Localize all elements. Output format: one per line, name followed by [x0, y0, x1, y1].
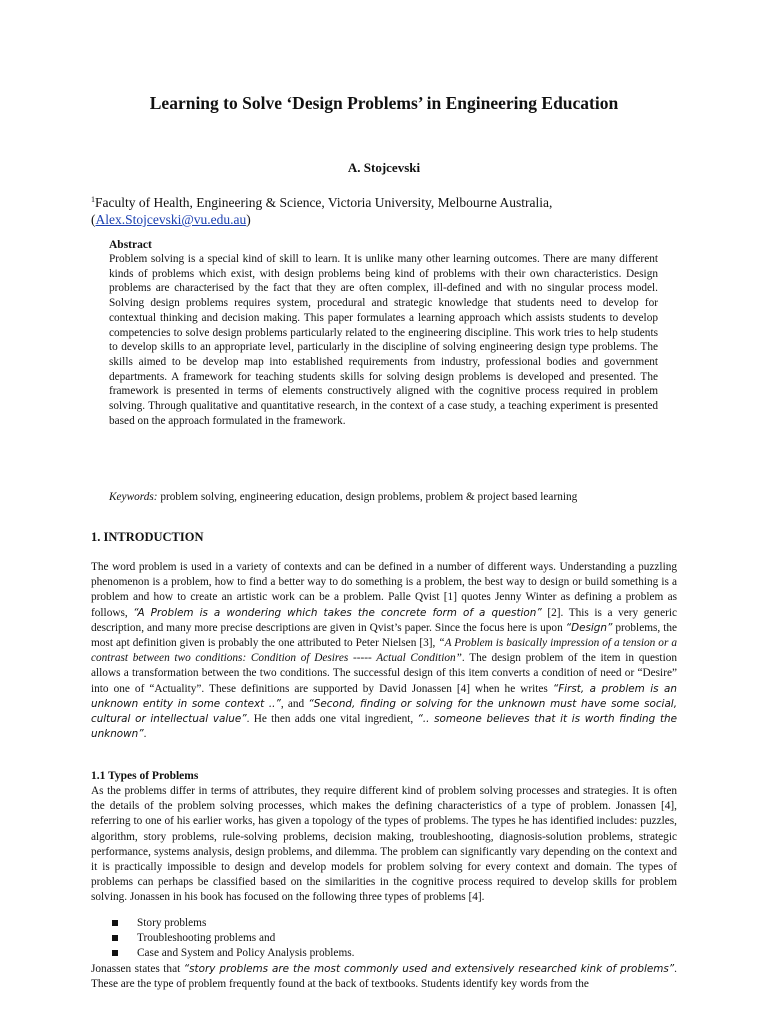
author-name: A. Stojcevski	[347, 160, 421, 175]
affiliation-superscript: 1	[91, 195, 95, 204]
affiliation-text: Faculty of Health, Engineering & Science, Victoria University, Melbourne Australia,	[95, 195, 553, 210]
abstract-body: Problem solving is a special kind of skill to learn. It is unlike many other learning outcomes. There are many different kinds of problems which exist, with design problems being kind of problems with their own characteristics. Design problems are characterised by the fact that they are often complex, ill-defined and with no singular process model. Solving design problems requires system, procedural and strategic knowledge that students need to develop for contextual thinking and decision making. This paper formulates a learning approach which assists students to develop competencies to solve design problems particularly related to the engineering discipline. This work tries to help students to develop skills to an appropriate level, particularly in the discipline of solving engineering design type problems. The skills aimed to be develop map into established requirements from industry, professional bodies and government departments. A framework for teaching students skills for solving design problems is developed and presented. The framework is presented in terms of elements constructively aligned with the cognitive process required in problem solving. Through qualitative and quantitative research, in the context of a case study, a teaching experiment is presented based on the approach formulated in the framework.	[109, 253, 658, 427]
story-problems-paragraph: Jonassen states that “story problems are the most commonly used and extensively researched kink of problems”. These are the type of problem frequently found at the back of textbooks. Students identify key words from the	[91, 963, 677, 991]
quote-design: “Design”	[565, 621, 613, 634]
section-heading-introduction: 1. INTRODUCTION	[91, 530, 204, 544]
quote-jonassen-first: “First, a problem is an unknown entity in some context ..”	[91, 682, 677, 710]
square-bullet-icon	[112, 935, 118, 941]
section-heading-types-of-problems: 1.1 Types of Problems	[91, 770, 199, 782]
author-affiliation: $^1$Faculty of Health, Engineering & Science, Victoria University, Melbourne Australia, (Alex.Stojcevski@vu.edu.au)	[91, 195, 553, 227]
introduction-paragraph: The word problem is used in a variety of contexts and can be defined in a number of different ways. Understanding a puzzling phenomenon is a problem, how to find a better way to do something is a problem, the best way to design or build something is a problem and how to create an artistic work can be a problem. Palle Qvist [1] quotes Jenny Winter as defining a problem as follows, “A Problem is a wondering which takes the concrete form of a question” [2]. This is a very generic description, and many more precise descriptions are given in Qvist’s paper. Since the focus here is upon “Design” problems, the most apt definition given is probably the one attributed to Peter Nielsen [3], “A Problem is basically impression of a tension or a contrast between two conditions: Condition of Desires ----- Actual Condition”. The design problem of the item in question allows a transformation between the two conditions. The successful design of this item converts a condition of need or “Desire” into one of “Actuality”. These definitions are supported by David Jonassen [4] when he writes “First, a problem is an unknown entity in some context ..”, and “Second, finding or solving for the unknown must have some social, cultural or intellectual value”. He then adds one vital ingredient, “.. someone believes that it is worth finding the unknown”.	[91, 561, 678, 741]
list-item: Troubleshooting problems and	[112, 931, 354, 946]
quote-story-problems: “story problems are the most commonly used and extensively researched kink of problems”	[183, 963, 675, 975]
list-item: Case and System and Policy Analysis problems.	[112, 946, 354, 961]
quote-jonassen-third: “.. someone believes that it is worth finding the unknown”	[91, 713, 678, 741]
list-item: Story problems	[112, 916, 354, 931]
author-email-link[interactable]: Alex.Stojcevski@vu.edu.au	[95, 212, 247, 227]
types-of-problems-paragraph: As the problems differ in terms of attributes, they require different kind of problem solving processes and strategies. It is often the details of the problem solving processes, which makes the defining characteristics of a type of problem. Jonassen [4], referring to one of his earlier works, has given a topology of the types of problems. The types he has identified includes: puzzles, algorithm, story problems, rule-solving problems, decision making, troubleshooting, diagnosis-solution problems, strategic performance, systems analysis, design problems, and dilemma. The problem can significantly vary depending on the context and it is practically impossible to design and develop models for problem solving for every context and domain. The types of problems can perhaps be classified based on the similarities in the cognitive process required to develop skills for problem solving. Jonassen in his book has focused on the following three types of problems [4].	[91, 785, 677, 904]
quote-winter: “A Problem is a wondering which takes the concrete form of a question”	[133, 606, 542, 619]
square-bullet-icon	[112, 920, 118, 926]
square-bullet-icon	[112, 950, 118, 956]
keywords-label: Keywords:	[109, 491, 158, 503]
quote-jonassen-second: “Second, finding or solving for the unknown must have some social, cultural or intellectual value”	[91, 697, 677, 726]
paper-title: Learning to Solve ‘Design Problems’ in Engineering Education	[149, 93, 619, 113]
problem-types-list	[112, 916, 354, 962]
quote-nielsen: “A Problem is basically impression of a tension or a contrast between two conditions: Condition of Desires ----- Actual Condition”	[91, 637, 677, 665]
keywords-text: problem solving, engineering education, design problems, problem & project based learning	[160, 491, 578, 503]
keywords-line	[109, 490, 669, 504]
abstract-heading: Abstract	[109, 239, 152, 251]
